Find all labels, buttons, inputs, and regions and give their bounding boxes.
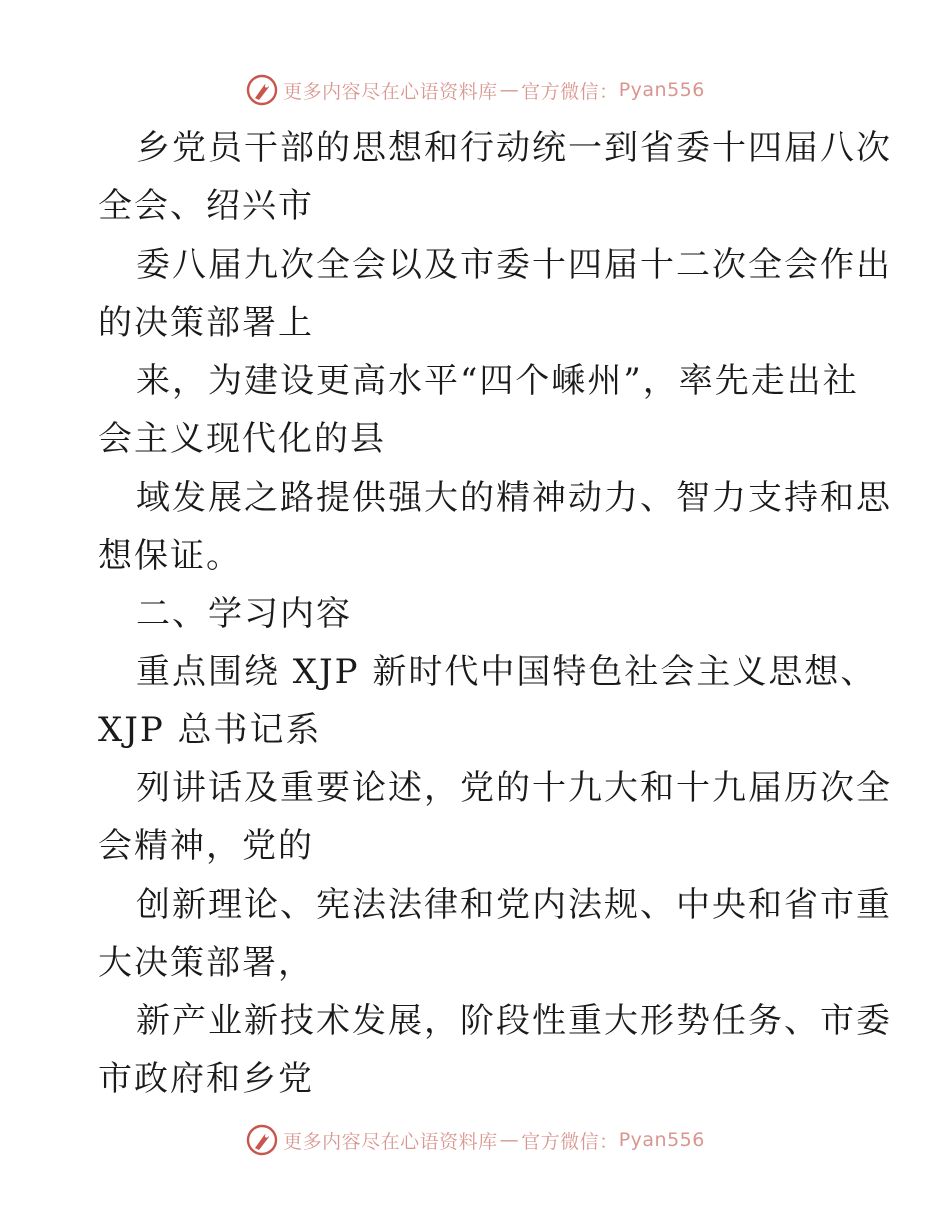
body-line: 新产业新技术发展，阶段性重大形势任务、市委 bbox=[136, 1001, 892, 1041]
body-line: 大决策部署， bbox=[98, 943, 314, 983]
footer-wechat-label: 官方微信： bbox=[521, 1130, 619, 1153]
footer-wechat-id: Pyan556 bbox=[618, 1129, 705, 1151]
body-line: 的决策部署上 bbox=[98, 303, 314, 343]
body-line: 市政府和乡党 bbox=[98, 1059, 314, 1099]
body-line: 乡党员干部的思想和行动统一到省委十四届八次 bbox=[136, 128, 892, 168]
footer-watermark-text: 更多内容尽在心语资料库 bbox=[283, 1130, 498, 1153]
pen-nib-logo-icon bbox=[245, 73, 279, 107]
footer-watermark-banner bbox=[0, 1120, 950, 1160]
header-wechat-id: Pyan556 bbox=[618, 79, 705, 101]
body-line: 委八届九次全会以及市委十四届十二次全会作出 bbox=[136, 245, 892, 285]
body-line: 来，为建设更高水平“四个嵊州”，率先走出社 bbox=[136, 361, 859, 401]
body-line: 域发展之路提供强大的精神动力、智力支持和思 bbox=[136, 478, 892, 518]
body-line: 列讲话及重要论述，党的十九大和十九届历次全 bbox=[136, 768, 892, 808]
body-line: 全会、绍兴市 bbox=[98, 186, 314, 226]
body-line: 会主义现代化的县 bbox=[98, 419, 386, 459]
header-wechat-label: 官方微信： bbox=[521, 80, 619, 103]
body-line: 创新理论、宪法法律和党内法规、中央和省市重 bbox=[136, 885, 892, 925]
header-watermark-dash: — bbox=[499, 79, 520, 101]
body-line: 重点围绕 XJP 新时代中国特色社会主义思想、 bbox=[136, 652, 877, 692]
header-watermark-banner bbox=[0, 70, 950, 110]
header-watermark-text: 更多内容尽在心语资料库 bbox=[283, 80, 498, 103]
body-line: 会精神，党的 bbox=[98, 826, 314, 866]
footer-watermark-dash: — bbox=[499, 1129, 520, 1151]
section-heading: 二、学习内容 bbox=[136, 594, 352, 634]
pen-nib-logo-icon bbox=[245, 1123, 279, 1157]
body-line: XJP 总书记系 bbox=[98, 710, 322, 750]
body-line: 想保证。 bbox=[98, 536, 242, 576]
